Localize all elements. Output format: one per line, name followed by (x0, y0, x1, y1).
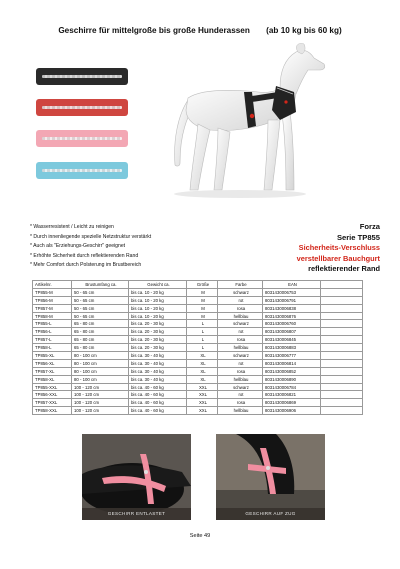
column-header: Farbe (218, 281, 263, 289)
table-cell (321, 407, 363, 415)
table-cell (321, 352, 363, 360)
table-cell: 50 - 65 cm (72, 312, 129, 320)
table-cell: bis ca. 20 - 30 kg (129, 320, 187, 328)
table-cell: rosa (218, 367, 263, 375)
table-cell: TP856-L (33, 328, 72, 336)
table-cell: TP857-L (33, 336, 72, 344)
dog-mannequin-image (148, 40, 328, 205)
table-cell: bis ca. 10 - 20 kg (129, 304, 187, 312)
table-cell: 8031430006784 (263, 383, 321, 391)
table-cell: bis ca. 30 - 40 kg (129, 359, 187, 367)
table-cell (321, 344, 363, 352)
table-cell (321, 391, 363, 399)
table-cell: bis ca. 10 - 20 kg (129, 296, 187, 304)
table-cell: TP858-M (33, 312, 72, 320)
table-row (33, 304, 363, 312)
table-cell: 65 - 80 cm (72, 344, 129, 352)
table-cell: 8031430006890 (263, 375, 321, 383)
page-number: Seite 49 (189, 533, 211, 539)
table-cell: schwarz (218, 383, 263, 391)
table-cell: hellblau (218, 312, 263, 320)
table-cell: M (187, 288, 218, 296)
table-cell: 8031430006777 (263, 352, 321, 360)
table-cell: 8031430006869 (263, 399, 321, 407)
table-cell: 80 - 100 cm (72, 367, 129, 375)
table-cell: 50 - 65 cm (72, 304, 129, 312)
table-row (33, 312, 363, 320)
table-row (33, 383, 363, 391)
product-info (250, 222, 380, 275)
table-cell (321, 336, 363, 344)
table-cell: M (187, 296, 218, 304)
table-header-row (33, 281, 363, 289)
table-cell: L (187, 336, 218, 344)
table-cell: hellblau (218, 407, 263, 415)
article-table (32, 280, 363, 415)
page-title (0, 26, 400, 35)
photo-caption: GESCHIRR AUF ZUG (216, 508, 325, 520)
table-cell: XXL (187, 399, 218, 407)
table-cell: XL (187, 352, 218, 360)
table-cell (321, 304, 363, 312)
table-row (33, 344, 363, 352)
table-cell: TP857-XL (33, 367, 72, 375)
table-cell (321, 367, 363, 375)
table-cell (321, 375, 363, 383)
table-cell: TP858-XXL (33, 407, 72, 415)
table-cell: 65 - 80 cm (72, 320, 129, 328)
table-cell: TP855-XL (33, 352, 72, 360)
feature-list (30, 223, 151, 271)
table-cell: TP855-L (33, 320, 72, 328)
table-cell: 8031430006883 (263, 344, 321, 352)
table-cell: rot (218, 359, 263, 367)
table-row (33, 328, 363, 336)
table-cell: bis ca. 30 - 40 kg (129, 352, 187, 360)
table-cell (321, 320, 363, 328)
product-series: Serie TP855 (336, 232, 380, 242)
table-cell: XXL (187, 407, 218, 415)
table-cell: TP858-XL (33, 375, 72, 383)
table-cell: bis ca. 20 - 30 kg (129, 336, 187, 344)
table-cell: 8031430006791 (263, 296, 321, 304)
table-cell: 8031430006821 (263, 391, 321, 399)
swatch-hellblau (36, 162, 128, 179)
table-cell: XL (187, 359, 218, 367)
photo-harness-pulling (216, 434, 325, 520)
table-cell: 100 - 120 cm (72, 383, 129, 391)
table-cell: M (187, 304, 218, 312)
column-header: Artikelnr. (33, 281, 72, 289)
feature-item: * Mehr Comfort durch Polsterung im Brustbereich (30, 262, 142, 269)
table-cell: 8031430006845 (263, 336, 321, 344)
feature-item: * Erhöhte Sicherheit durch reflektierenden Rand (30, 252, 139, 259)
table-cell (321, 359, 363, 367)
table-cell: rot (218, 328, 263, 336)
feature-item: * Wasserresistent / Leicht zu reinigen (30, 224, 114, 230)
product-feature-edge: reflektierender Rand (308, 264, 380, 273)
table-cell: 8031430006814 (263, 359, 321, 367)
table-cell: schwarz (218, 320, 263, 328)
table-cell: 100 - 120 cm (72, 407, 129, 415)
column-header: Gewicht ca. (129, 281, 187, 289)
table-row (33, 320, 363, 328)
table-cell: 50 - 65 cm (72, 296, 129, 304)
table-cell: 50 - 65 cm (72, 288, 129, 296)
column-header: Größe (187, 281, 218, 289)
table-row (33, 352, 363, 360)
table-cell (321, 312, 363, 320)
table-cell: 65 - 80 cm (72, 336, 129, 344)
table-cell: bis ca. 40 - 60 kg (129, 407, 187, 415)
table-cell: XL (187, 375, 218, 383)
table-cell: rosa (218, 399, 263, 407)
swatch-rosa (36, 130, 128, 147)
feature-item: * Durch innenliegende spezielle Netzstruktur verstärkt (30, 233, 152, 240)
table-row (33, 359, 363, 367)
table-cell: 65 - 80 cm (72, 328, 129, 336)
table-cell (321, 399, 363, 407)
column-header: Brustumfang ca. (72, 281, 129, 289)
table-cell: M (187, 312, 218, 320)
table-cell: 80 - 100 cm (72, 359, 129, 367)
title-weight-range: (ab 10 kg bis 60 kg) (266, 26, 342, 35)
table-cell: L (187, 320, 218, 328)
table-cell (321, 288, 363, 296)
table-row (33, 336, 363, 344)
table-cell: 80 - 100 cm (72, 375, 129, 383)
table-cell: bis ca. 30 - 40 kg (129, 367, 187, 375)
column-header (321, 281, 363, 289)
table-cell: 8031430006876 (263, 312, 321, 320)
table-row (33, 407, 363, 415)
table-cell: TP858-L (33, 344, 72, 352)
table-cell: 80 - 100 cm (72, 352, 129, 360)
table-cell (321, 296, 363, 304)
product-name: Forza (359, 222, 380, 231)
table-cell: bis ca. 40 - 60 kg (129, 399, 187, 407)
table-cell: L (187, 344, 218, 352)
table-cell: TP857-M (33, 304, 72, 312)
table-cell: rosa (218, 336, 263, 344)
table-cell: TP856-XXL (33, 391, 72, 399)
table-cell: TP855-XXL (33, 383, 72, 391)
table-cell: L (187, 328, 218, 336)
table-cell: bis ca. 40 - 60 kg (129, 383, 187, 391)
table-cell: bis ca. 20 - 30 kg (129, 344, 187, 352)
table-cell: TP857-XXL (33, 399, 72, 407)
table-cell: hellblau (218, 344, 263, 352)
table-cell: 8031430006753 (263, 288, 321, 296)
table-cell: 8031430006807 (263, 328, 321, 336)
table-cell: schwarz (218, 288, 263, 296)
title-main: Geschirre für mittelgroße bis große Hunderassen (58, 26, 250, 35)
product-feature-belly: verstellbarer Bauchgurt (296, 253, 380, 263)
table-cell: 100 - 120 cm (72, 399, 129, 407)
feature-item: * Auch als "Erziehungs-Geschirr" geeignet (30, 243, 126, 250)
table-cell: 100 - 120 cm (72, 391, 129, 399)
table-cell: rot (218, 391, 263, 399)
photo-caption: GESCHIRR ENTLASTET (82, 508, 191, 520)
table-cell (321, 328, 363, 336)
table-cell: XL (187, 367, 218, 375)
swatch-schwarz (36, 68, 128, 85)
table-cell: XXL (187, 391, 218, 399)
table-row (33, 391, 363, 399)
table-cell: TP856-M (33, 296, 72, 304)
table-cell: rot (218, 296, 263, 304)
photo-harness-relieves (82, 434, 191, 520)
swatch-rot (36, 99, 128, 116)
table-cell: TP855-M (33, 288, 72, 296)
table-cell: XXL (187, 383, 218, 391)
table-row (33, 375, 363, 383)
table-cell: rosa (218, 304, 263, 312)
table-cell: bis ca. 40 - 60 kg (129, 391, 187, 399)
table-row (33, 296, 363, 304)
product-feature-lock: Sicherheits-Verschluss (298, 243, 380, 252)
table-cell: bis ca. 30 - 40 kg (129, 375, 187, 383)
table-cell: 8031430006852 (263, 367, 321, 375)
table-row (33, 288, 363, 296)
table-row (33, 399, 363, 407)
table-cell (321, 383, 363, 391)
table-cell: TP856-XL (33, 359, 72, 367)
table-row (33, 367, 363, 375)
table-cell: 8031430006838 (263, 304, 321, 312)
table-cell: hellblau (218, 375, 263, 383)
column-header: EAN (263, 281, 321, 289)
table-cell: bis ca. 10 - 20 kg (129, 312, 187, 320)
table-cell: 8031430006906 (263, 407, 321, 415)
table-cell: bis ca. 10 - 20 kg (129, 288, 187, 296)
table-cell: schwarz (218, 352, 263, 360)
table-cell: 8031430006760 (263, 320, 321, 328)
table-cell: bis ca. 20 - 30 kg (129, 328, 187, 336)
